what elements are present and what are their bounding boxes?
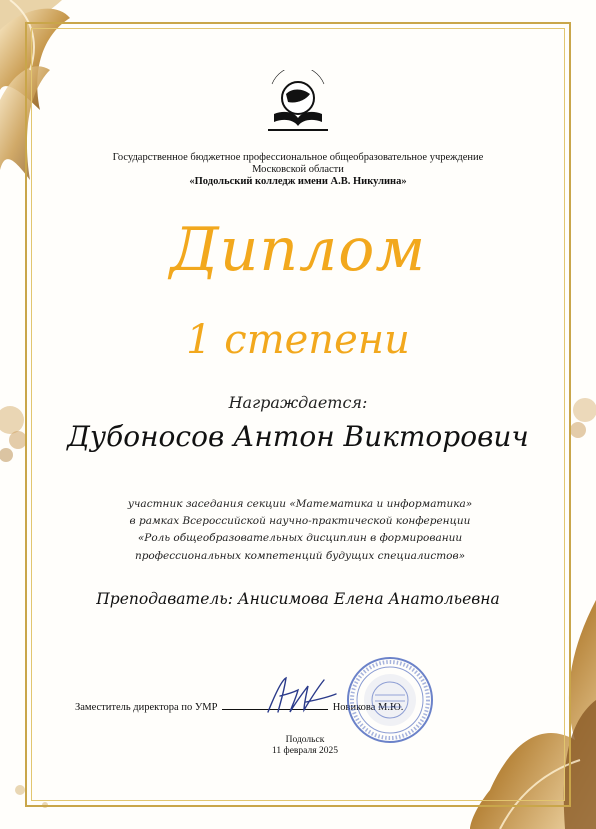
description-line-2: в рамках Всероссийской научно-практической конференции [129, 515, 471, 527]
handwritten-signature-icon [262, 672, 342, 720]
institution-line-1: Государственное бюджетное профессиональное общеобразовательное учреждение [112, 152, 484, 163]
institution-name: «Подольский колледж имени А.В. Никулина» [189, 176, 407, 187]
diploma-title: Диплом [169, 215, 427, 285]
description-line-4: профессиональных компетенций будущих специалистов» [134, 550, 466, 562]
date: 11 февраля 2025 [272, 746, 338, 756]
diploma-degree: 1 степени [186, 317, 410, 363]
recipient-name: Дубоносов Антон Викторович [67, 420, 529, 453]
awarded-label: Награждается: [228, 393, 368, 412]
city: Подольск [285, 735, 325, 745]
description-line-1: участник заседания секции «Математика и информатика» [127, 498, 473, 510]
teacher-name: Преподаватель: Анисимова Елена Анатольевна [96, 590, 500, 608]
description-line-3: «Роль общеобразовательных дисциплин в формировании [137, 532, 463, 544]
institution-line-2: Московской области [252, 164, 344, 175]
signer-role: Заместитель директора по УМР [75, 702, 218, 713]
college-book-globe-logo-icon [266, 70, 330, 132]
round-seal-stamp-icon [345, 655, 435, 745]
signer-name: Новикова М.Ю. [332, 702, 404, 713]
